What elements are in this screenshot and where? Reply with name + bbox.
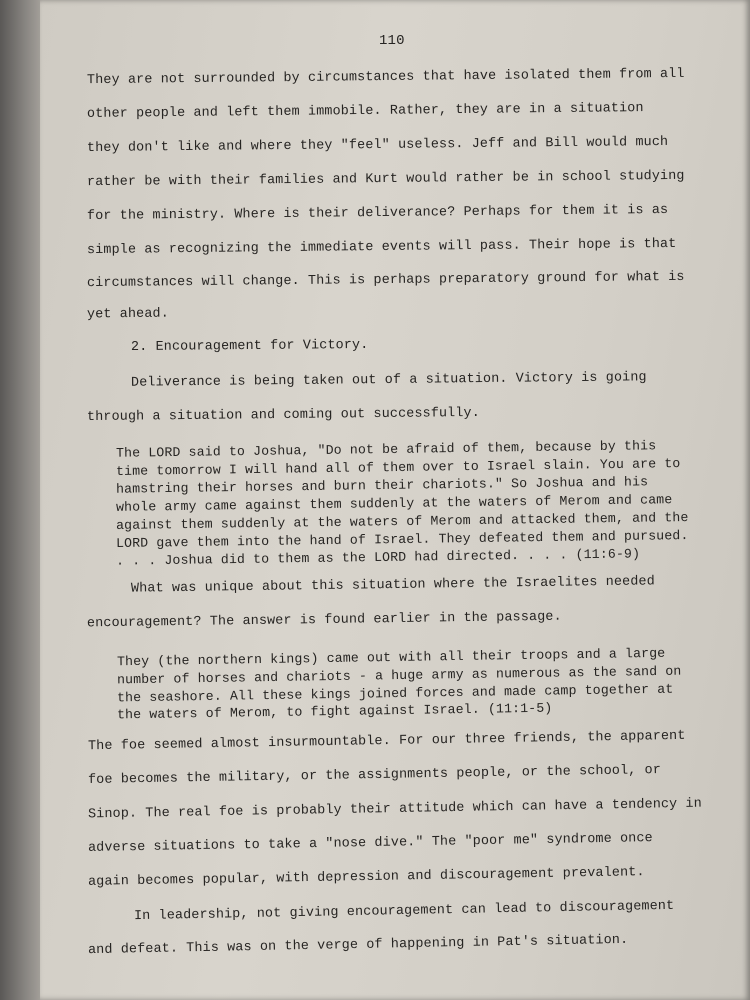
body-line: for the ministry. Where is their deliverance? Perhaps for them it is as xyxy=(86,202,669,225)
body-line: yet ahead. xyxy=(86,306,169,323)
body-line: The foe seemed almost insurmountable. For our three friends, the apparent xyxy=(87,728,686,755)
body-line: simple as recognizing the immediate events will pass. Their hope is that xyxy=(86,236,677,259)
quote-line: number of horses and chariots - a huge army as numerous as the sand on xyxy=(116,663,682,688)
section-heading: 2. Encouragement for Victory. xyxy=(130,337,369,356)
body-line: through a situation and coming out successfully. xyxy=(86,405,480,426)
body-line: Deliverance is being taken out of a situation. Victory is going xyxy=(130,370,647,391)
quote-line: They (the northern kings) came out with all their troops and a large xyxy=(116,645,666,670)
quote-line: time tomorrow I will hand all of them over to Israel slain. You are to xyxy=(115,456,681,479)
quote-line: . . . Joshua did to them as the LORD had directed. . . . (11:6-9) xyxy=(115,546,641,569)
quote-line: the seashore. All these kings joined forces and made camp together at xyxy=(116,681,674,706)
quote-line: whole army came against them suddenly at the waters of Merom and came xyxy=(115,492,673,515)
body-line: and defeat. This was on the verge of happening in Pat's situation. xyxy=(87,932,629,959)
body-line: they don't like and where they "feel" useless. Jeff and Bill would much xyxy=(86,134,669,157)
body-line: In leadership, not giving encouragement can lead to discouragement xyxy=(133,898,675,925)
body-line: They are not surrounded by circumstances that have isolated them from all xyxy=(86,66,685,89)
body-line: circumstances will change. This is perhaps preparatory ground for what is xyxy=(86,269,685,292)
quote-line: against them suddenly at the waters of Merom and attacked them, and the xyxy=(115,510,689,533)
body-line: again becomes popular, with depression and discouragement prevalent. xyxy=(87,865,645,890)
body-line: other people and left them immobile. Rather, they are in a situation xyxy=(86,101,644,122)
body-line: What was unique about this situation where the Israelites needed xyxy=(130,574,655,597)
body-line: encouragement? The answer is found earlier in the passage. xyxy=(86,609,562,632)
quote-line: the waters of Merom, to fight against Israel. (11:1-5) xyxy=(116,700,553,723)
quote-line: LORD gave them into the hand of Israel. They defeated them and pursued. xyxy=(115,528,689,551)
quote-line: The LORD said to Joshua, "Do not be afraid of them, because by this xyxy=(115,438,657,461)
page-number: 110 xyxy=(379,33,405,49)
book-gutter xyxy=(0,0,44,1000)
body-line: rather be with their families and Kurt would rather be in school studying xyxy=(86,168,685,191)
quote-line: hamstring their horses and burn their chariots." So Joshua and his xyxy=(115,474,649,497)
body-line: foe becomes the military, or the assignments people, or the school, or xyxy=(87,763,662,788)
body-line: adverse situations to take a "nose dive." The "poor me" syndrome once xyxy=(87,831,653,856)
body-line: Sinop. The real foe is probably their attitude which can have a tendency in xyxy=(87,796,703,823)
